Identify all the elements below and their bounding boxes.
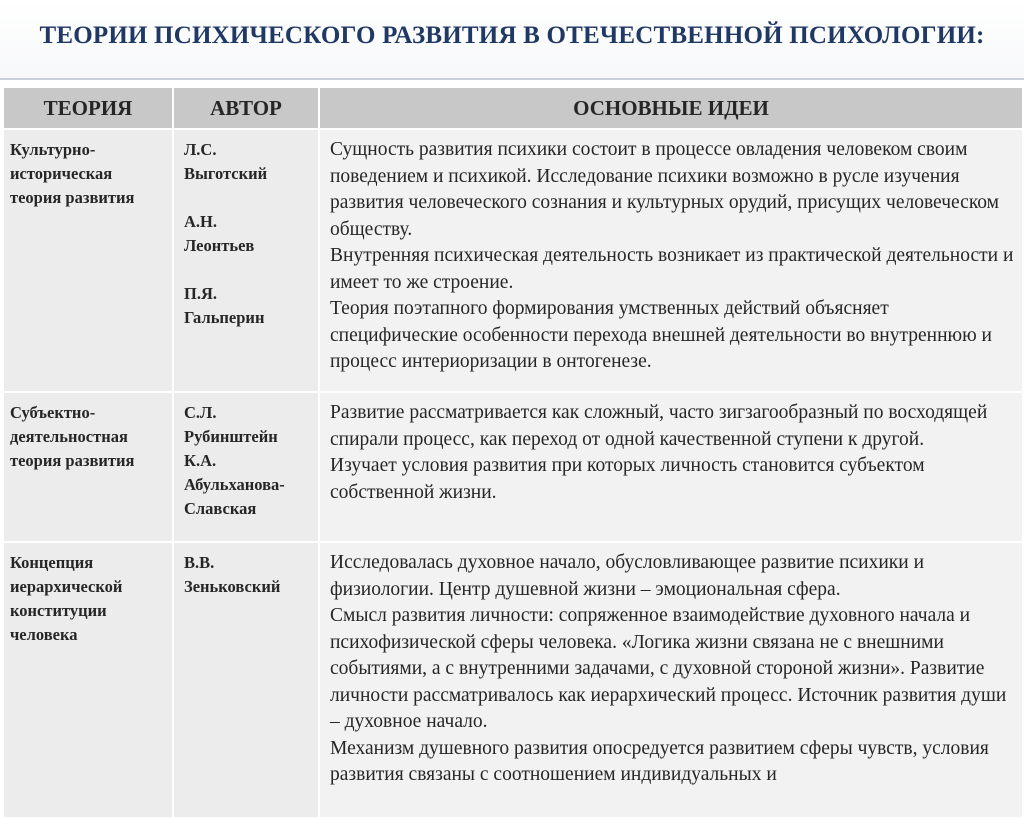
ideas-cell: Развитие рассматривается как сложный, часто зигзагообразный по восходящей спирали процесс, как переход от одной качественной ступени к другой. Изучает условия развития при которых личность становится субъектом собственной жизни. [319,392,1023,542]
table-row [3,542,1023,818]
theory-cell: Культурно-историческая теория развития [3,129,173,392]
ideas-cell: Сущность развития психики состоит в процессе овладения человеком своим поведением и психикой. Исследование психики возможно в русле изучения развития человеческого сознания и культурных орудий, присущих человеческом обществу. Внутренняя психическая деятельность возникает из практической деятельности и имеет то же строение. Теория поэтапного формирования умственных действий объясняет специфические особенности перехода внешней деятельности во внутреннюю и процесс интериоризации в онтогенезе. [319,129,1023,392]
author-cell [173,392,319,542]
page-title: ТЕОРИИ ПСИХИЧЕСКОГО РАЗВИТИЯ В ОТЕЧЕСТВЕННОЙ ПСИХОЛОГИИ: [39,22,985,49]
header-ideas: ОСНОВНЫЕ ИДЕИ [319,87,1023,129]
author-gap [184,258,312,282]
author-line: Славская [184,499,257,518]
author-line: П.Я. [184,284,217,303]
author-line: Гальперин [184,308,265,327]
ideas-cell: Исследовалась духовное начало, обусловливающее развитие психики и физиологии. Центр душевной жизни – эмоциональная сфера. Смысл развития личности: сопряженное взаимодействие духовного начала и психофизической сферы человека. «Логика жизни связана не с внешними событиями, а с внутренними задачами, с духовной стороной жизни». Развитие личности рассматривалось как иерархический процесс. Источник развития души – духовное начало. Механизм душевного развития опосредуется развитием сферы чувств, условия развития связаны с соотношением индивидуальных и [319,542,1023,818]
header-theory: ТЕОРИЯ [3,87,173,129]
author-cell [173,129,319,392]
table-row [3,392,1023,542]
author-line: Выготский [184,164,268,183]
author-line: Рубинштейн [184,427,278,446]
author-line: Зеньковский [184,577,281,596]
table-row [3,129,1023,392]
author-gap [184,186,312,210]
author-line: Абульханова- [184,475,285,494]
author-line: В.В. [184,553,215,572]
author-line: А.Н. [184,212,217,231]
theory-cell: Субъектно-деятельностная теория развития [3,392,173,542]
author-line: Леонтьев [184,236,255,255]
table-header-row [3,87,1023,129]
title-bar [0,0,1024,80]
author-line: К.А. [184,451,217,470]
author-cell [173,542,319,818]
author-line: С.Л. [184,403,217,422]
theories-table [2,86,1024,819]
author-line: Л.С. [184,140,217,159]
header-author: АВТОР [173,87,319,129]
theory-cell: Концепция иерархической конституции человека [3,542,173,818]
